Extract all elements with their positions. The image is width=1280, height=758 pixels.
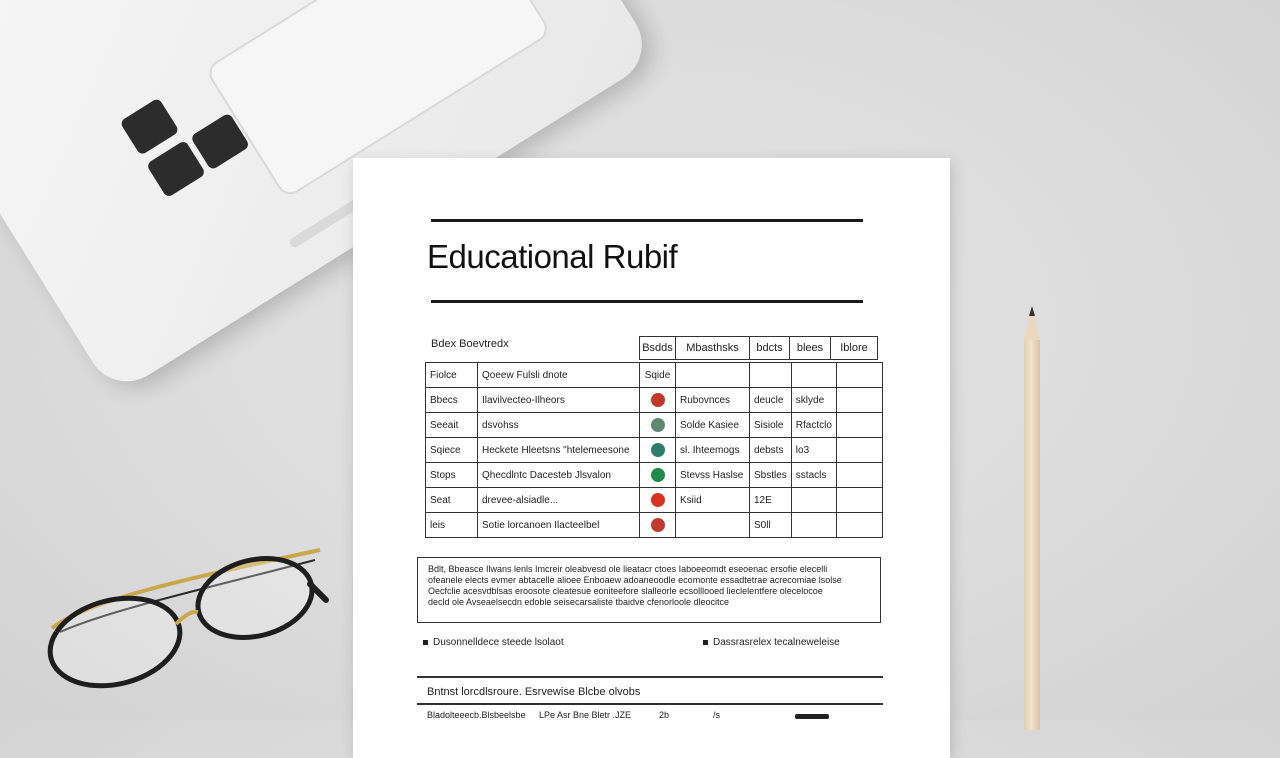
- score-dot: [651, 518, 665, 532]
- title-rule-bottom: [431, 300, 863, 303]
- row-cell: S0ll: [750, 513, 792, 538]
- footer-item: Bladolteeecb.Blsbeelsbe: [427, 710, 526, 720]
- score-dot: [651, 493, 665, 507]
- row-cell: [640, 388, 676, 413]
- pencil-lead: [1029, 306, 1035, 316]
- bullet-icon: [423, 640, 428, 645]
- row-cell: [676, 363, 750, 388]
- row-cell: [836, 513, 882, 538]
- footer-rule: [417, 676, 883, 678]
- row-label: Sqiece: [426, 438, 478, 463]
- table-row: [426, 363, 883, 388]
- row-cell: [640, 463, 676, 488]
- row-cell: [791, 513, 836, 538]
- header-cell: Iblore: [830, 336, 878, 360]
- row-cell: Sqide: [640, 363, 676, 388]
- header-cell: bdcts: [749, 336, 790, 360]
- glasses-lens-right: [190, 547, 321, 649]
- footer-rule: [417, 703, 883, 705]
- row-cell: Rubovnces: [676, 388, 750, 413]
- row-cell: Solde Kasiee: [676, 413, 750, 438]
- row-label: Seat: [426, 488, 478, 513]
- notes-line: decld ole Avseaelsecdn edoble seisecarsaliste tbaidve cfenorloole dleocitce: [428, 597, 730, 607]
- row-cell: Stevss Haslse: [676, 463, 750, 488]
- rubric-table: [425, 362, 883, 538]
- row-cell: [836, 488, 882, 513]
- row-label: leis: [426, 513, 478, 538]
- rubric-paper: [353, 158, 950, 758]
- row-cell: lo3: [791, 438, 836, 463]
- table-row: [426, 463, 883, 488]
- bullet-text: Dusonnelldece steede lsolaot: [433, 637, 564, 648]
- row-cell: deucle: [750, 388, 792, 413]
- header-cell: Mbasthsks: [675, 336, 750, 360]
- row-description: Qhecdlntc Dacesteb Jlsvalon: [478, 463, 640, 488]
- row-cell: sstacls: [791, 463, 836, 488]
- document-title: Educational Rubif: [427, 238, 678, 275]
- row-label: Stops: [426, 463, 478, 488]
- glasses-bridge: [176, 612, 198, 624]
- row-description: drevee-alsiadle...: [478, 488, 640, 513]
- notes-line: ofeanele elects evmer abtacelle alioee Enboaew adoaneoodle ecomonte essadtetrae acrecomiae lsolse: [428, 575, 842, 585]
- row-cell: [640, 413, 676, 438]
- row-description: Qoeew Fulsli dnote: [478, 363, 640, 388]
- notes-line: Bdlt, Bbeasce Ilwans lenls Imcreir oleabvesd ole lieatacr ctoes Iaboeeomdt eseoenac ersofie elecelli: [428, 564, 828, 574]
- footer-item: LPe Asr Bne Bletr .JZE: [539, 710, 632, 720]
- eyeglasses: [30, 540, 340, 700]
- rubric-label: Bdex Boevtredx: [431, 338, 509, 350]
- row-cell: [640, 438, 676, 463]
- row-cell: [640, 513, 676, 538]
- table-row: [426, 488, 883, 513]
- notes-box: [417, 557, 881, 623]
- row-cell: [750, 363, 792, 388]
- table-row: [426, 388, 883, 413]
- row-label: Fiolce: [426, 363, 478, 388]
- row-cell: Ksiid: [676, 488, 750, 513]
- row-cell: Rfactclo: [791, 413, 836, 438]
- bullet-item: [423, 637, 564, 648]
- title-rule-top: [431, 219, 863, 222]
- row-cell: [836, 413, 882, 438]
- pencil: [1024, 340, 1040, 730]
- table-row: [426, 438, 883, 463]
- row-description: Heckete Hleetsns "htelemeesone: [478, 438, 640, 463]
- row-cell: [640, 488, 676, 513]
- row-cell: Sbstles: [750, 463, 792, 488]
- table-row: [426, 513, 883, 538]
- footer-item: 2b: [659, 710, 670, 720]
- bullet-text: Dassrasrelex tecalneweleise: [713, 637, 840, 648]
- row-label: Seeait: [426, 413, 478, 438]
- score-dot: [651, 418, 665, 432]
- row-cell: sl. Ihteemogs: [676, 438, 750, 463]
- row-cell: sklyde: [791, 388, 836, 413]
- score-dot: [651, 443, 665, 457]
- notes-line: Oecfclie acesvdblsas eroosote cleatesue eoniteefore slalleorle ecsolllooed lieclelentfere olecelocoe: [428, 586, 823, 596]
- header-cell: Bsdds: [639, 336, 676, 360]
- row-cell: [836, 463, 882, 488]
- row-cell: Sisiole: [750, 413, 792, 438]
- row-cell: [676, 513, 750, 538]
- bullet-icon: [703, 640, 708, 645]
- row-description: dsvohss: [478, 413, 640, 438]
- table-row: [426, 413, 883, 438]
- glasses-lens-left: [41, 585, 189, 698]
- bullet-item: [703, 637, 840, 648]
- row-cell: [791, 488, 836, 513]
- row-label: Bbecs: [426, 388, 478, 413]
- row-description: Ilavilvecteo-Ilheors: [478, 388, 640, 413]
- row-cell: debsts: [750, 438, 792, 463]
- row-description: Sotie lorcanoen Ilacteelbel: [478, 513, 640, 538]
- row-cell: [836, 438, 882, 463]
- header-cell: blees: [789, 336, 831, 360]
- footer-item: /s: [713, 710, 721, 720]
- score-dot: [651, 468, 665, 482]
- row-cell: [836, 388, 882, 413]
- row-cell: [791, 363, 836, 388]
- footer-bar: [795, 714, 829, 719]
- row-cell: [836, 363, 882, 388]
- row-cell: 12E: [750, 488, 792, 513]
- keyboard-key: [119, 97, 179, 155]
- footer-title: Bntnst lorcdlsroure. Esrvewise Blcbe olvobs: [427, 686, 641, 698]
- score-dot: [651, 393, 665, 407]
